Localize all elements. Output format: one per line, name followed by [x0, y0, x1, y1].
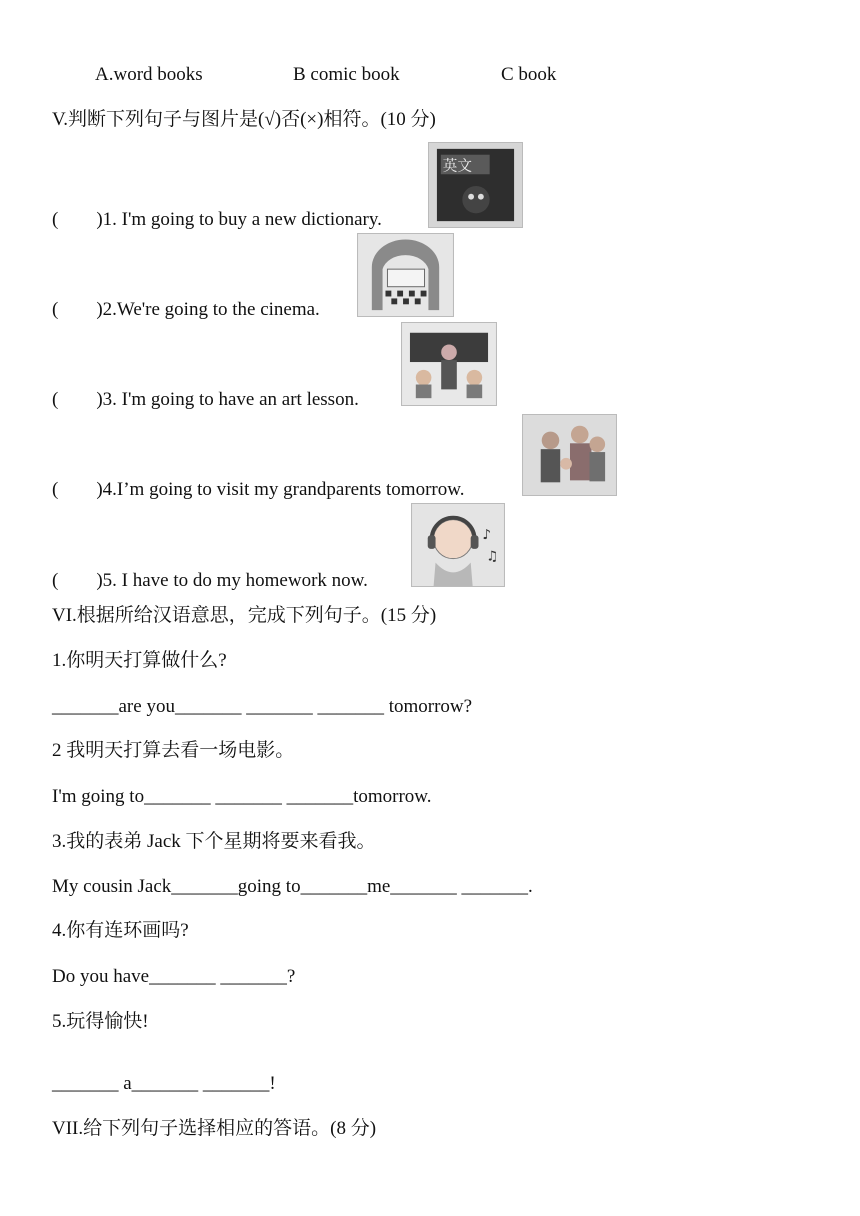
question-2-chinese: 2 我明天打算去看一场电影。	[52, 740, 295, 761]
svg-text:英文: 英文	[442, 157, 473, 175]
judge-item-4: ( )4.I’m going to visit my grandparents tomorrow.	[52, 479, 465, 500]
question-3-chinese: 3.我的表弟 Jack 下个星期将要来看我。	[52, 831, 376, 852]
question-3-english: My cousin Jack_______going to_______me_______ _______.	[52, 876, 533, 897]
section-5-heading: V.判断下列句子与图片是(√)否(×)相符。(10 分)	[52, 109, 436, 130]
cinema-picture	[357, 233, 454, 317]
option-b: B comic book	[293, 64, 400, 85]
question-2-english: I'm going to_______ _______ _______tomorrow.	[52, 786, 432, 807]
question-4-english: Do you have_______ _______?	[52, 966, 296, 987]
svg-text:♫: ♫	[486, 548, 499, 565]
option-c: C book	[501, 64, 557, 85]
judge-item-5: ( )5. I have to do my homework now.	[52, 570, 368, 591]
girl-headphones-picture	[411, 503, 505, 587]
dictionary-book-picture	[428, 142, 523, 228]
question-5-chinese: 5.玩得愉快!	[52, 1011, 149, 1032]
question-1-chinese: 1.你明天打算做什么?	[52, 650, 227, 671]
option-a: A.word books	[95, 64, 203, 85]
svg-text:♪: ♪	[482, 527, 492, 544]
judge-item-1: ( )1. I'm going to buy a new dictionary.	[52, 209, 382, 230]
section-7-heading: VII.给下列句子选择相应的答语。(8 分)	[52, 1118, 377, 1139]
judge-item-2: ( )2.We're going to the cinema.	[52, 299, 320, 320]
judge-item-3: ( )3. I'm going to have an art lesson.	[52, 389, 359, 410]
grandparents-picture	[522, 414, 617, 496]
question-1-english: _______are you_______ _______ _______ tomorrow?	[52, 696, 473, 717]
section-6-heading: VI.根据所给汉语意思，完成下列句子。(15 分)	[52, 605, 437, 626]
question-4-chinese: 4.你有连环画吗?	[52, 920, 189, 941]
classroom-picture	[401, 322, 497, 406]
question-5-english: _______ a_______ _______!	[52, 1073, 276, 1094]
